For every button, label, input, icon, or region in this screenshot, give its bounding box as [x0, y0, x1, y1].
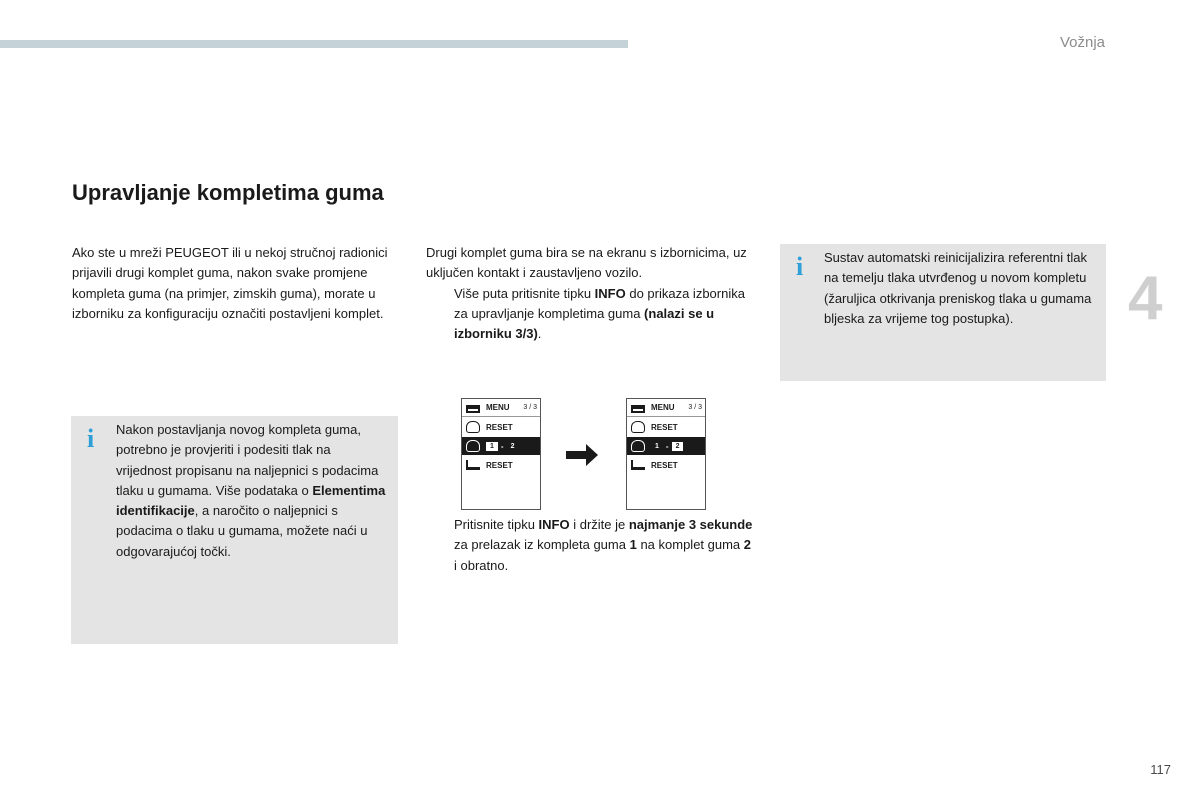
page-number: 117 [1150, 762, 1171, 777]
top-decorative-bar [0, 40, 628, 48]
factory-icon [631, 460, 645, 470]
step-one: Više puta pritisnite tipku INFO do prikaza izbornika za upravljanje kompletima guma (nalazi se u izborniku 3/3). [454, 285, 745, 342]
info-box-right [780, 244, 1106, 381]
tyre-pressure-icon [631, 421, 645, 433]
info-box-left-text: Nakon postavljanja novog kompleta guma, potrebno je provjeriti i podesiti tlak na vrijednost propisanu na naljepnici s podacima tlaku u gumama. Više podataka o Elementima identifikacije, a naročito o naljepnici s podacima o tlaku u gumama, možete naći u odgovarajućoj točki. [116, 422, 386, 559]
step-two [426, 515, 756, 576]
menu-row: MENU 3 / 3 [627, 399, 705, 417]
info-icon: i [796, 252, 804, 281]
display-screen-after [626, 398, 706, 510]
menu-icon [631, 405, 645, 413]
factory-reset-row: RESET [627, 456, 705, 474]
menu-icon [466, 405, 480, 413]
menu-row: MENU 3 / 3 [462, 399, 540, 417]
tyre-pressure-icon [466, 440, 480, 452]
step-two-text: Pritisnite tipku INFO i držite je najmanje 3 sekunde za prelazak iz kompleta guma 1 na komplet guma 2 i obratno. [454, 517, 753, 573]
tyre-pressure-icon [631, 440, 645, 452]
reset-row: RESET [627, 418, 705, 436]
info-icon: i [87, 424, 95, 453]
tyre-set-row: 1 - 2 [627, 437, 705, 455]
column-two [426, 243, 756, 344]
factory-icon [466, 460, 480, 470]
page-title: Upravljanje kompletima guma [72, 180, 384, 205]
info-box-right-text: Sustav automatski reinicijalizira referentni tlak na temelju tlaka utvrđenog u novom kompletu (žaruljica otkrivanja preniskog tlaka u gumama bljeska za vrijeme tog postupka). [824, 250, 1092, 326]
arrow-right-icon [566, 444, 598, 466]
column-two-paragraph: Drugi komplet guma bira se na ekranu s izbornicima, uz uključen kontakt i zaustavljeno vozilo. [426, 245, 747, 281]
tyre-set-row: 1 - 2 [462, 437, 540, 455]
intro-paragraph: Ako ste u mreži PEUGEOT ili u nekoj stručnoj radionici prijavili drugi komplet guma, nakon svake promjene kompleta guma (na primjer, zimskih guma), morate u izborniku za konfiguraciju označiti postavljeni komplet. [72, 245, 388, 321]
reset-row: RESET [462, 418, 540, 436]
section-label: Vožnja [1059, 34, 1105, 51]
info-box-left [71, 416, 398, 644]
tyre-pressure-icon [466, 421, 480, 433]
chapter-number: 4 [1128, 264, 1163, 333]
factory-reset-row: RESET [462, 456, 540, 474]
display-screen-before [461, 398, 541, 510]
